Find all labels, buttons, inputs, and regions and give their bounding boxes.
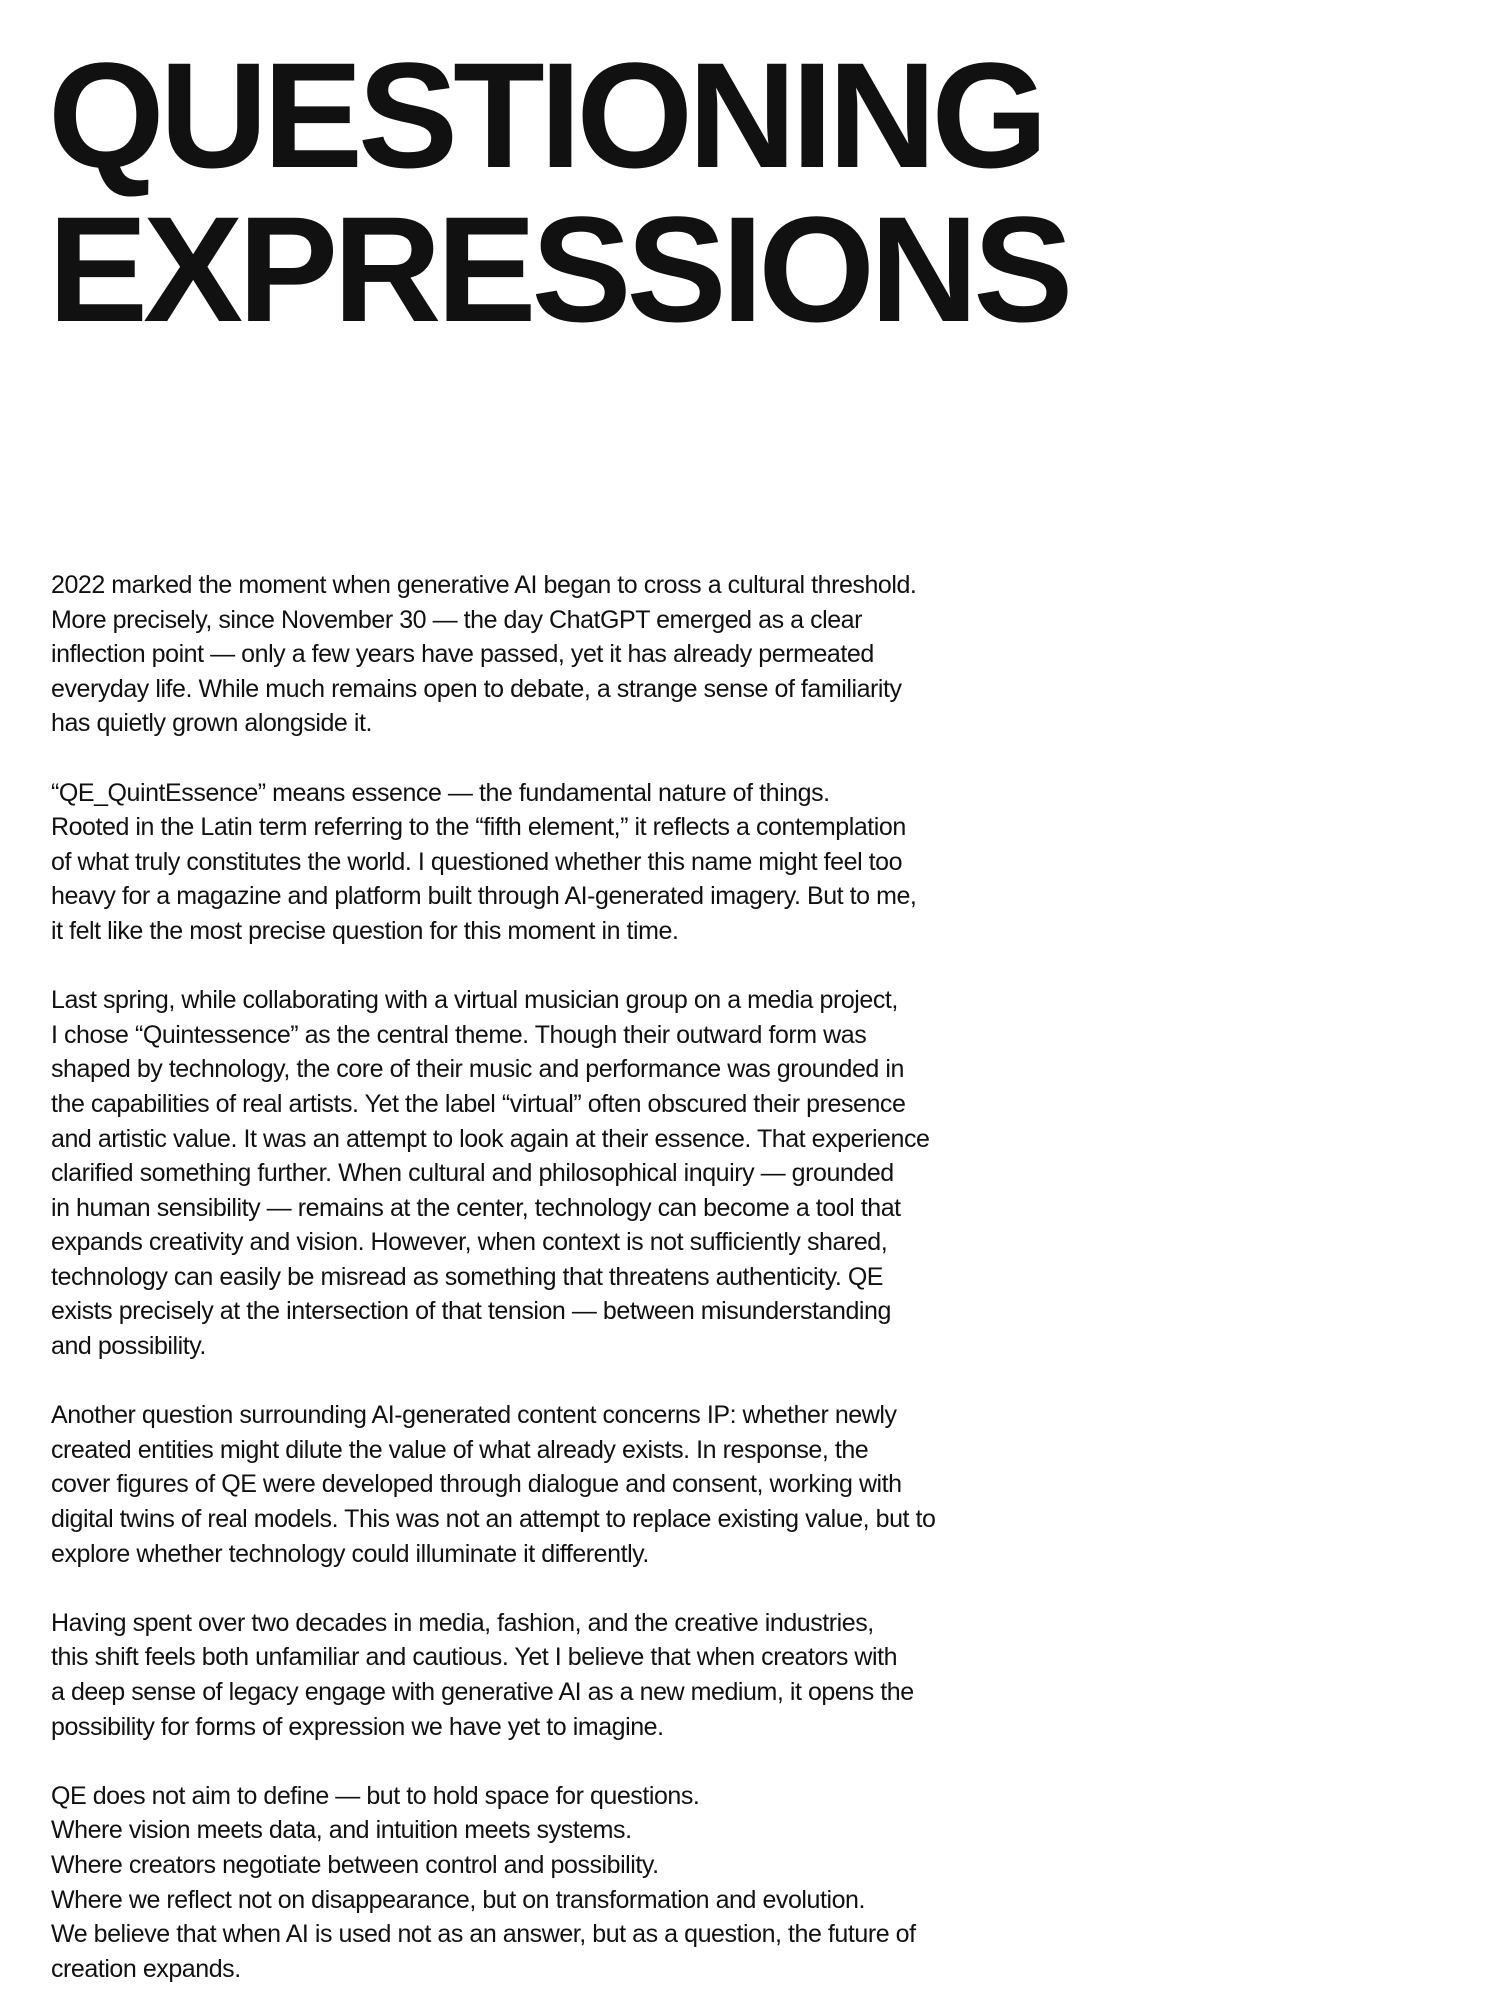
text-line: in human sensibility — remains at the center, technology can become a tool that <box>51 1193 901 1222</box>
paragraph-2 <box>51 776 999 949</box>
text-line: technology can easily be misread as something that threatens authenticity. QE <box>51 1262 884 1291</box>
text-line: Rooted in the Latin term referring to the “fifth element,” it reflects a contemplation <box>51 813 906 842</box>
article-body <box>51 568 999 1986</box>
text-line: expands creativity and vision. However, when context is not sufficiently shared, <box>51 1228 888 1257</box>
page-title <box>48 31 1069 353</box>
paragraph-5 <box>51 1606 999 1744</box>
text-line: QE does not aim to define — but to hold space for questions. <box>51 1781 700 1810</box>
text-line: this shift feels both unfamiliar and cautious. Yet I believe that when creators with <box>51 1643 898 1672</box>
text-line: I chose “Quintessence” as the central theme. Though their outward form was <box>51 1020 867 1049</box>
text-line: explore whether technology could illuminate it differently. <box>51 1539 649 1568</box>
text-line: digital twins of real models. This was not an attempt to replace existing value, but to <box>51 1505 936 1534</box>
title-line-2: EXPRESSIONS <box>48 185 1069 353</box>
title-line-1: QUESTIONING <box>48 31 1044 199</box>
text-line: inflection point — only a few years have passed, yet it has already permeated <box>51 640 874 669</box>
text-line: We believe that when AI is used not as an answer, but as a question, the future of <box>51 1920 916 1949</box>
text-line: it felt like the most precise question for this moment in time. <box>51 916 679 945</box>
paragraph-3 <box>51 983 999 1364</box>
text-line: and possibility. <box>51 1332 206 1361</box>
text-line: Another question surrounding AI-generated content concerns IP: whether newly <box>51 1401 897 1430</box>
text-line: heavy for a magazine and platform built through AI-generated imagery. But to me, <box>51 882 917 911</box>
text-line: clarified something further. When cultural and philosophical inquiry — grounded <box>51 1159 894 1188</box>
paragraph-1 <box>51 568 999 741</box>
text-line: More precisely, since November 30 — the day ChatGPT emerged as a clear <box>51 605 863 634</box>
paragraph-6 <box>51 1779 999 1987</box>
text-line: Where vision meets data, and intuition meets systems. <box>51 1816 632 1845</box>
text-line: of what truly constitutes the world. I questioned whether this name might feel too <box>51 847 903 876</box>
text-line: Last spring, while collaborating with a virtual musician group on a media project, <box>51 986 898 1015</box>
text-line: Having spent over two decades in media, fashion, and the creative industries, <box>51 1608 874 1637</box>
text-line: “QE_QuintEssence” means essence — the fundamental nature of things. <box>51 778 830 807</box>
text-line: everyday life. While much remains open to debate, a strange sense of familiarity <box>51 674 902 703</box>
text-line: created entities might dilute the value of what already exists. In response, the <box>51 1435 869 1464</box>
text-line: the capabilities of real artists. Yet the label “virtual” often obscured their presence <box>51 1089 906 1118</box>
text-line: a deep sense of legacy engage with generative AI as a new medium, it opens the <box>51 1678 914 1706</box>
text-line: possibility for forms of expression we have yet to imagine. <box>51 1712 664 1741</box>
text-line: shaped by technology, the core of their music and performance was grounded in <box>51 1055 904 1084</box>
paragraph-4 <box>51 1398 999 1571</box>
text-line: 2022 marked the moment when generative AI began to cross a cultural threshold. <box>51 571 917 599</box>
text-line: Where creators negotiate between control and possibility. <box>51 1850 659 1879</box>
text-line: exists precisely at the intersection of that tension — between misunderstanding <box>51 1297 891 1326</box>
text-line: cover figures of QE were developed through dialogue and consent, working with <box>51 1470 902 1499</box>
text-line: has quietly grown alongside it. <box>51 709 372 738</box>
text-line: Where we reflect not on disappearance, but on transformation and evolution. <box>51 1885 865 1914</box>
text-line: creation expands. <box>51 1954 241 1983</box>
text-line: and artistic value. It was an attempt to look again at their essence. That experience <box>51 1124 930 1153</box>
